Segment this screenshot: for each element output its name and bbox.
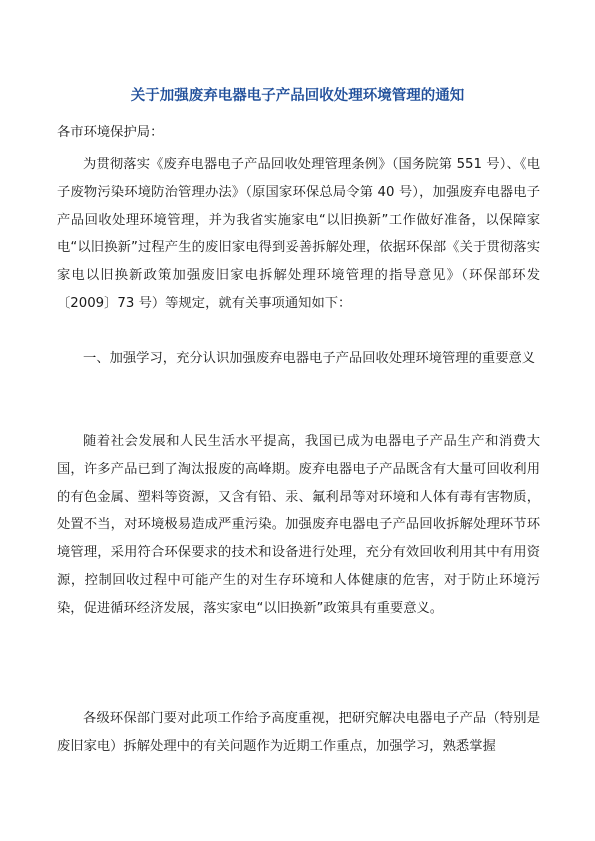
paragraph-intro: 为贯彻落实《废弃电器电子产品回收处理管理条例》（国务院第 551 号）、《电子废物污染环境防治管理办法》（原国家环保总局令第 40 号），加强废弃电器电子产品回收处理环境管理，并为我省实施家电“以旧换新”工作做好准备，以保障家电“以旧换新”过程产生的废旧家电得到妥善拆解处理，依据环保部《关于贯彻落实家电以旧换新政策加强废旧家电拆解处理环境管理的指导意见》（环保部环发〔2009〕73 号）等规定，就有关事项通知如下： — [57, 157, 540, 311]
salutation: 各市环境保护局： — [57, 125, 164, 140]
paragraph-requirements: 各级环保部门要对此项工作给予高度重视，把研究解决电器电子产品（特别是废旧家电）拆解处理中的有关问题作为近期工作重点，加强学习，熟悉掌握 — [57, 711, 540, 754]
section-heading-1: 一、加强学习，充分认识加强废弃电器电子产品回收处理环境管理的重要意义 — [83, 351, 536, 366]
paragraph-background: 随着社会发展和人民生活水平提高，我国已成为电器电子产品生产和消费大国，许多产品已到了淘汰报废的高峰期。废弃电器电子产品既含有大量可回收利用的有色金属、塑料等资源，又含有铅、汞、氟利昂等对环境和人体有毒有害物质，处置不当，对环境极易造成严重污染。加强废弃电器电子产品回收拆解处理环节环境管理，采用符合环保要求的技术和设备进行处理，充分有效回收利用其中有用资源，控制回收过程中可能产生的对生存环境和人体健康的危害，对于防止环境污染，促进循环经济发展，落实家电“以旧换新”政策具有重要意义。 — [57, 434, 540, 616]
document-title: 关于加强废弃电器电子产品回收处理环境管理的通知 — [130, 88, 465, 104]
